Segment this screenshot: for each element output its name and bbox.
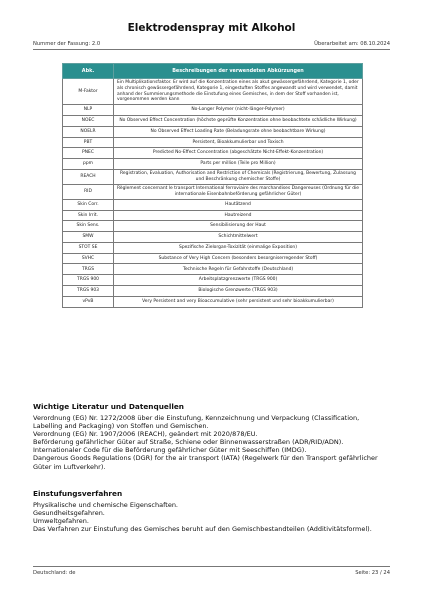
description-cell: Arbeitsplatzgrenzwerte (TRGS 900) — [114, 275, 363, 286]
description-column-header: Beschreibungen der verwendeten Abkürzungen — [114, 64, 363, 79]
literature-line: Dangerous Goods Regulations (DGR) for the air transport (IATA) (Regelwerk für den Transport gefährlicher Güter im Luftverkehr). — [33, 454, 378, 471]
abbreviation-cell: REACH — [63, 169, 114, 184]
description-cell: Registration, Evaluation, Authorisation and Restriction of Chemicals (Registrierung, Bewertung, Zulassung und Beschränkung chemischer Stoffe) — [114, 169, 363, 184]
description-cell: Persistent, Bioakkumulierbar und Toxisch — [114, 137, 363, 148]
literature-section — [33, 403, 389, 471]
abbreviation-cell: ppm — [63, 159, 114, 170]
table-row — [63, 253, 363, 264]
description-cell: Ein Multiplikationsfaktor. Er wird auf die Konzentration eines als akut gewässergefährdend, Kategorie 1, oder als chronisch gewässergefährdend, Kategorie 1, eingestuften Stoffes angewandt und wird verwendet, damit anhand der Summierungsmethode die Einstufung eines Gemisches, in dem der Stoff vorhanden ist, vorgenommen werden kann — [114, 79, 363, 105]
description-cell: Schichtmittelwert — [114, 232, 363, 243]
table-row — [63, 210, 363, 221]
table-row — [63, 115, 363, 126]
abbreviation-cell: PBT — [63, 137, 114, 148]
literature-heading: Wichtige Literatur und Datenquellen — [33, 402, 184, 411]
table-row — [63, 126, 363, 137]
table-row — [63, 232, 363, 243]
description-cell: No-Longer Polymer (nicht-länger-Polymer) — [114, 105, 363, 116]
abbreviation-cell: STOT SE — [63, 242, 114, 253]
version-number: Nummer der Fassung: 2.0 — [33, 41, 101, 47]
table-row — [63, 242, 363, 253]
description-cell: Technische Regeln für Gefahrstoffe (Deutschland) — [114, 264, 363, 275]
table-row — [63, 275, 363, 286]
footer-page-number: Seite: 23 / 24 — [355, 570, 390, 576]
description-cell: No Observed Effect Concentration (höchste geprüfte Konzentration ohne beobachtete schädliche Wirkung) — [114, 115, 363, 126]
table-row — [63, 264, 363, 275]
abbreviation-cell: vPvB — [63, 296, 114, 307]
table-row — [63, 286, 363, 297]
classification-line: Physikalische und chemische Eigenschaften. — [33, 501, 179, 509]
table-row — [63, 79, 363, 105]
description-cell: Règlement concernant le transport International ferroviaire des marchandises Dangereuses (Ordnung für die internationale Eisenbahnbeförderung gefährlicher Güter) — [114, 184, 363, 199]
abbreviation-cell: PNEC — [63, 148, 114, 159]
description-cell: Parts per million (Teile pro Million) — [114, 159, 363, 170]
description-cell: Hautreizend — [114, 210, 363, 221]
description-cell: Predicted No-Effect Concentration (abgeschätzte Nicht-Effekt-Konzentration) — [114, 148, 363, 159]
description-cell: Biologische Grenzwerte (TRGS 903) — [114, 286, 363, 297]
table-row — [63, 105, 363, 116]
abbreviation-cell: M-Faktor — [63, 79, 114, 105]
revision-date: Überarbeitet am: 08.10.2024 — [314, 41, 390, 47]
literature-line: Internationaler Code für die Beförderung gefährlicher Güter mit Seeschiffen (IMDG). — [33, 446, 307, 455]
abbreviations-table-body — [63, 79, 363, 308]
description-cell: Hautätzend — [114, 199, 363, 210]
abbreviation-cell: TRGS 903 — [63, 286, 114, 297]
literature-line: Verordnung (EG) Nr. 1272/2008 über die Einstufung, Kennzeichnung und Verpackung (Classification, Labelling and Packaging) von Stoffen und Gemischen. — [33, 414, 360, 431]
abbreviation-cell: SVHC — [63, 253, 114, 264]
table-header-row — [63, 64, 363, 79]
abbreviation-cell: TRGS 900 — [63, 275, 114, 286]
abbreviation-cell: NOEC — [63, 115, 114, 126]
footer-divider — [33, 566, 390, 567]
description-cell: Spezifische Zielorgan-Toxizität (einmalige Exposition) — [114, 242, 363, 253]
abbr-column-header: Abk. — [63, 64, 114, 79]
classification-section — [33, 490, 389, 533]
footer-country: Deutschland: de — [33, 570, 76, 576]
table-row — [63, 296, 363, 307]
abbreviation-cell: Skin Irrit. — [63, 210, 114, 221]
abbreviations-table — [62, 63, 363, 308]
table-row — [63, 137, 363, 148]
description-cell: Substance of Very High Concern (besonders besorgniserregender Stoff) — [114, 253, 363, 264]
abbreviation-cell: Skin Sens. — [63, 221, 114, 232]
classification-line: Das Verfahren zur Einstufung des Gemisches beruht auf den Gemischbestandteilen (Additivitätsformel). — [33, 525, 372, 534]
header-divider — [33, 49, 390, 50]
abbreviation-cell: RID — [63, 184, 114, 199]
description-cell: Very Persistent and very Bioaccumulative (sehr persistent und sehr bioakkumulierbar) — [114, 296, 363, 307]
table-row — [63, 199, 363, 210]
abbreviation-cell: NLP — [63, 105, 114, 116]
table-row — [63, 169, 363, 184]
table-row — [63, 159, 363, 170]
abbreviation-cell: Skin Corr. — [63, 199, 114, 210]
abbreviation-cell: TRGS — [63, 264, 114, 275]
classification-list — [33, 501, 389, 533]
table-row — [63, 148, 363, 159]
abbreviation-cell: SMW — [63, 232, 114, 243]
literature-list — [33, 414, 389, 471]
description-cell: No Observed Effect Loading Rate (Beladungsrate ohne beobachtbare Wirkung) — [114, 126, 363, 137]
literature-line: Verordnung (EG) Nr. 1907/2006 (REACH), geändert mit 2020/878/EU. — [33, 430, 258, 439]
table-row — [63, 221, 363, 232]
literature-line: Beförderung gefährlicher Güter auf Straße, Schiene oder Binnenwasserstraßen (ADR/RID/ADN). — [33, 438, 344, 447]
description-cell: Sensibilisierung der Haut — [114, 221, 363, 232]
classification-line: Umweltgefahren. — [33, 517, 89, 526]
table-row — [63, 184, 363, 199]
classification-heading: Einstufungsverfahren — [33, 489, 123, 498]
document-title: Elektrodenspray mit Alkohol — [127, 22, 296, 34]
abbreviation-cell: NOELR — [63, 126, 114, 137]
classification-line: Gesundheitsgefahren. — [33, 509, 105, 518]
